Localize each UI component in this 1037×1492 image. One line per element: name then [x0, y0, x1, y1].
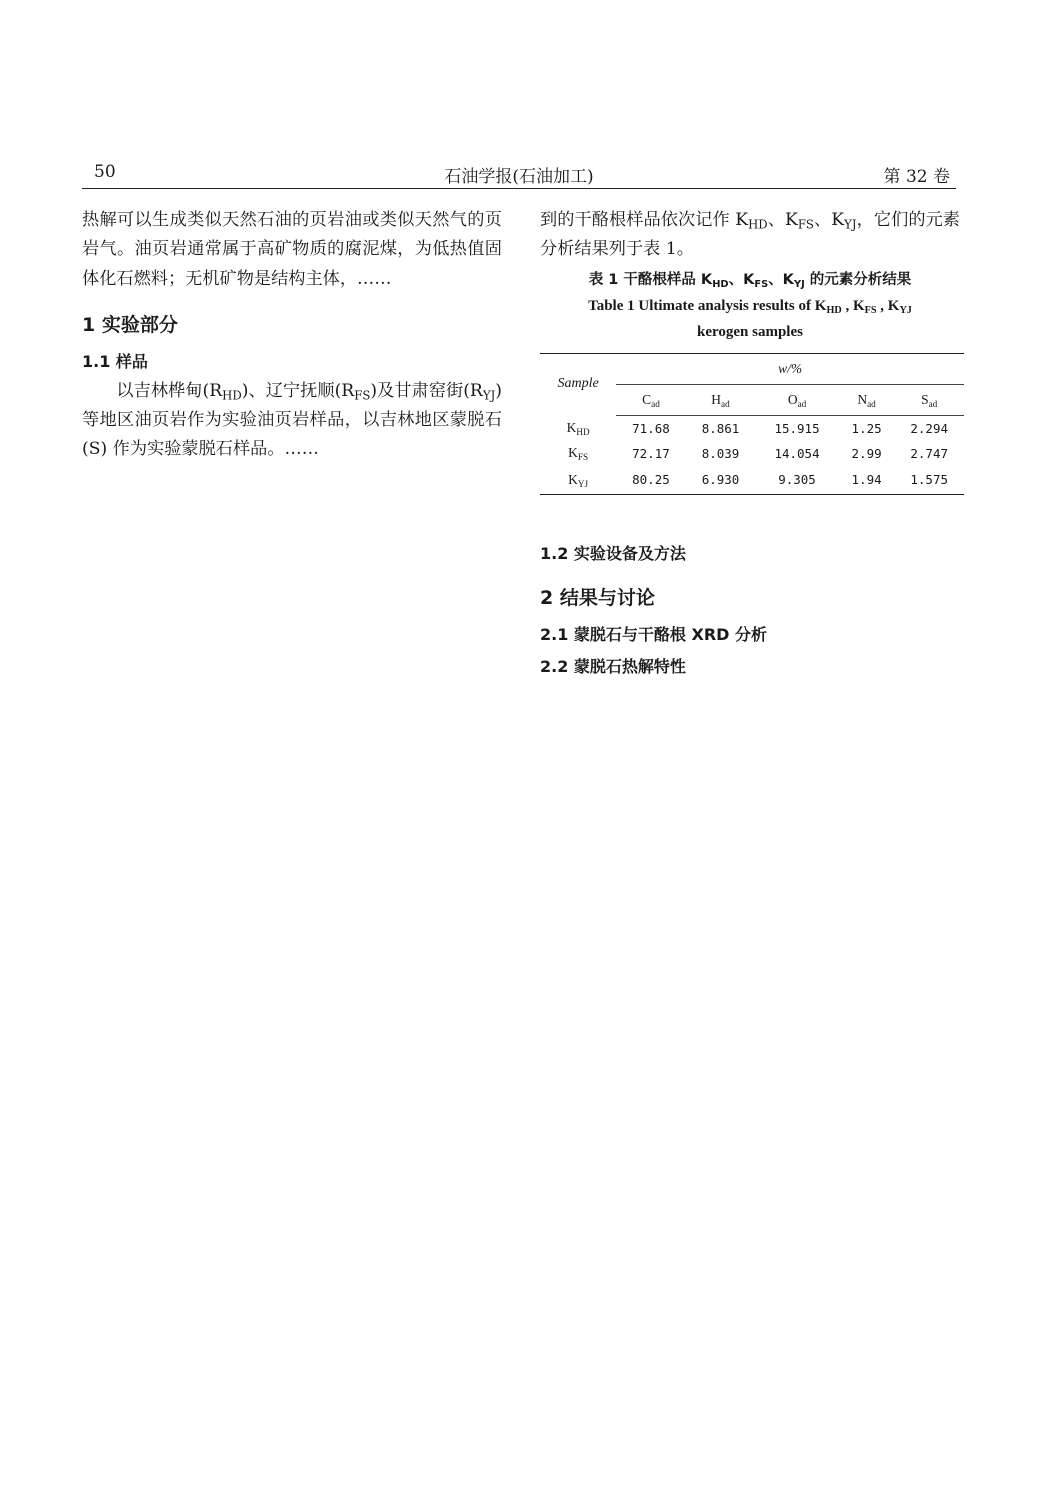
journal-title: 石油学报(石油加工)	[444, 167, 594, 187]
table-cell: 6.930	[686, 466, 756, 495]
section-gap	[540, 495, 960, 535]
page-number: 50	[94, 162, 116, 182]
table-row	[540, 415, 964, 441]
table-cell: $K_{HD}$	[566, 419, 590, 437]
table-col-c: $C_{ad}$	[616, 384, 686, 415]
volume-label: 第 32 卷	[883, 167, 950, 187]
table1-caption-zh: 表 1 干酪根样品 $K_{HD}$、$K_{FS}$、$K_{YJ}$ 的元素分析结果	[588, 271, 912, 290]
table-row	[540, 441, 964, 466]
table-col-s: $S_{ad}$	[894, 384, 964, 415]
table-header-sample: Sample	[540, 353, 616, 415]
table-cell: 1.575	[894, 466, 964, 495]
table-row	[540, 466, 964, 495]
heading-results-discussion: 2 结果与讨论	[540, 586, 655, 609]
table-cell: 15.915	[774, 420, 820, 436]
table1-caption-en: Table 1 Ultimate analysis results of $K_{HD}$ , $K_{FS}$ , $K_{YJ}$	[588, 297, 912, 316]
heading-xrd-analysis: 2.1 蒙脱石与干酪根 XRD 分析	[540, 624, 767, 644]
kerogen-paragraph: 到的干酪根样品依次记作 $K_{HD}$、$K_{FS}$、$K_{YJ}$，它们的元素分析结果列于表 1。	[540, 210, 960, 260]
table-cell: $K_{YJ}$	[540, 466, 616, 495]
table-col-o: $O_{ad}$	[755, 384, 838, 415]
samples-paragraph: 以吉林桦甸$(R_{HD})$、辽宁抚顺$(R_{FS})$及甘肃窑街$(R_{YJ})$等地区油页岩作为实验油页岩样品，以吉林地区蒙脱石(S) 作为实验蒙脱石样品。……	[82, 380, 502, 460]
table-cell: 1.94	[839, 466, 895, 495]
table-cell: $K_{FS}$	[568, 445, 589, 462]
table-col-h: $H_{ad}$	[686, 384, 756, 415]
table-col-n: $N_{ad}$	[839, 384, 895, 415]
table-cell: 14.054	[774, 445, 820, 461]
table-cell: 9.305	[755, 466, 838, 495]
table-cell: 2.294	[910, 420, 949, 436]
heading-montmorillonite-pyrolysis: 2.2 蒙脱石热解特性	[540, 656, 686, 676]
intro-paragraph: 热解可以生成类似天然石油的页岩油或类似天然气的页岩气。油页岩通常属于高矿物质的腐泥煤，为低热值固体化石燃料；无机矿物是结构主体，……	[82, 210, 502, 289]
heading-experimental: 1 实验部分	[82, 313, 178, 336]
right-column	[540, 206, 960, 682]
heading-samples: 1.1 样品	[82, 351, 148, 371]
table-cell: 72.17	[632, 445, 670, 461]
heading-equipment-methods: 1.2 实验设备及方法	[540, 543, 686, 563]
table-cell: 8.861	[701, 420, 740, 436]
table-cell: 2.99	[851, 445, 882, 461]
table-header-w: w/%	[616, 353, 964, 384]
table-cell: 71.68	[632, 420, 670, 436]
running-header	[82, 160, 956, 189]
table-cell: 1.25	[851, 420, 882, 436]
table-cell: 2.747	[910, 445, 949, 461]
table1-caption-en-line2: kerogen samples	[697, 323, 803, 340]
left-column	[82, 206, 502, 465]
table-cell: 8.039	[701, 445, 740, 461]
table-cell: 80.25	[616, 466, 686, 495]
table1-ultimate-analysis	[540, 353, 964, 495]
